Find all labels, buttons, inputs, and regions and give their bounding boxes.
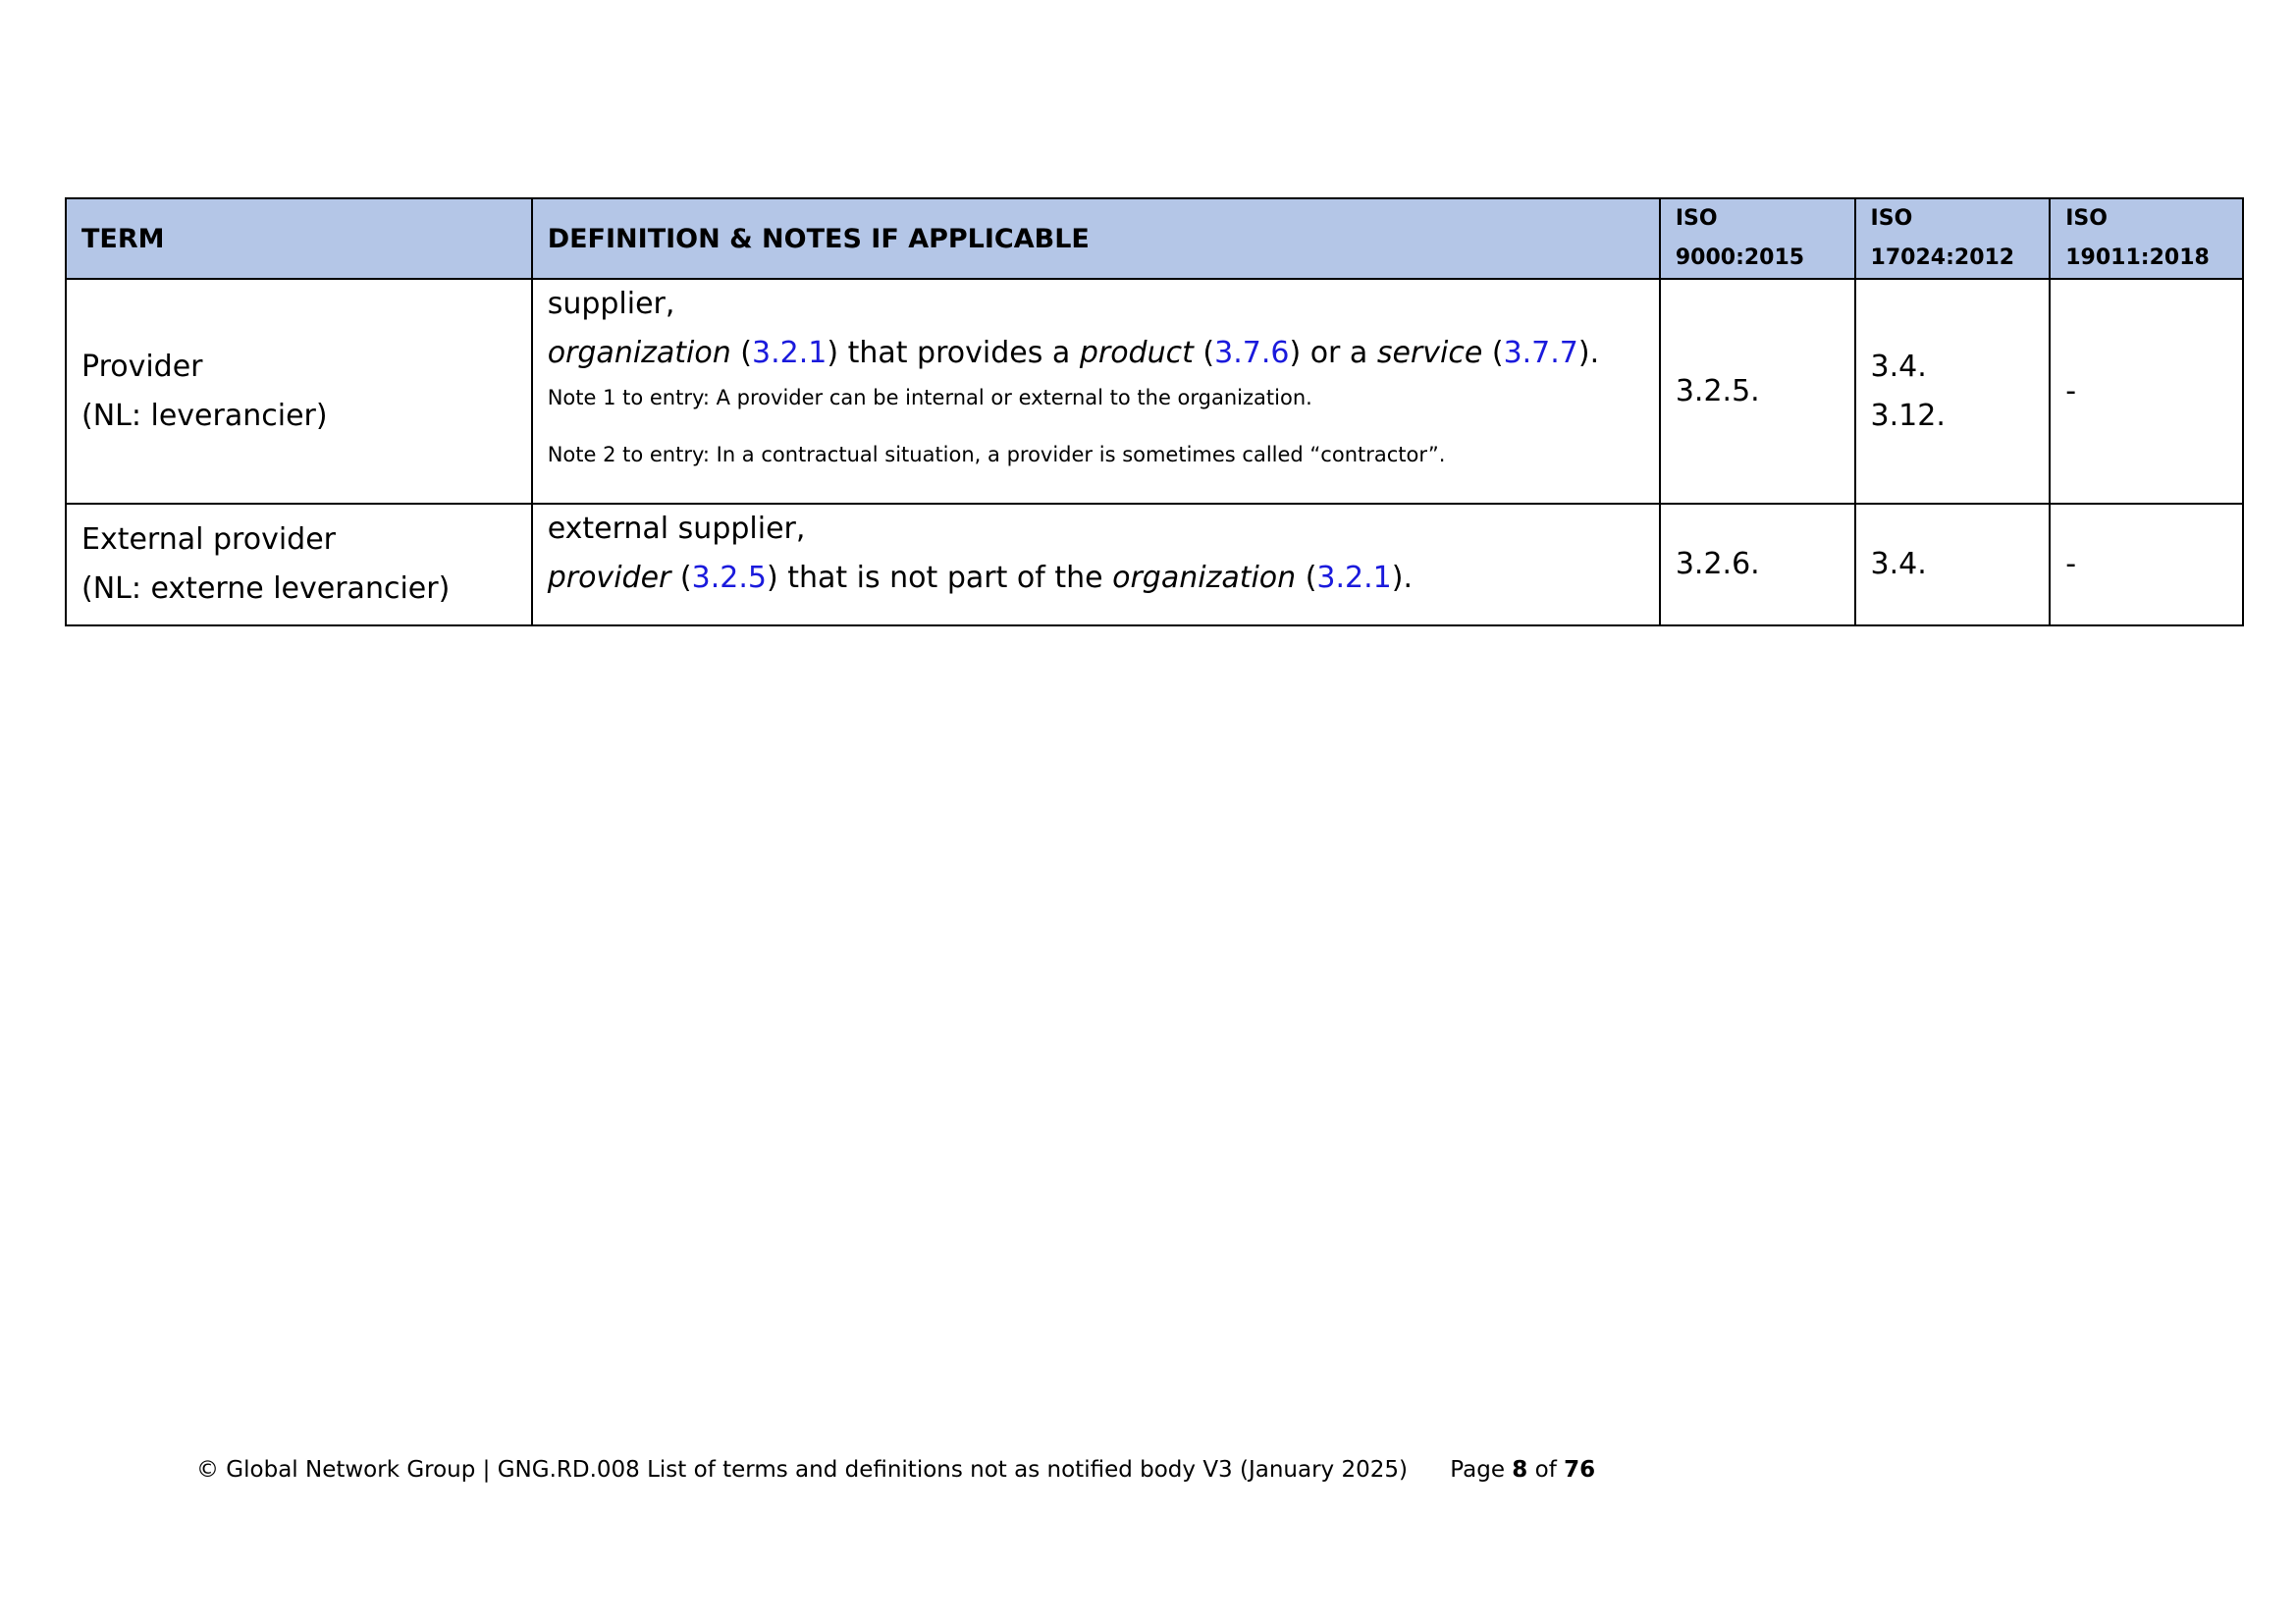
header-iso-9000-line1: ISO xyxy=(1675,206,1718,231)
cross-reference-link[interactable]: 3.2.1 xyxy=(752,336,828,370)
page-footer xyxy=(196,1457,1595,1483)
page-label: Page xyxy=(1450,1457,1505,1483)
term-ref: organization xyxy=(547,336,731,370)
terms-table xyxy=(65,197,2244,626)
table-header-row xyxy=(66,198,2243,279)
iso-9000-ref: 3.2.5. xyxy=(1660,279,1855,504)
header-term: TERM xyxy=(66,198,532,279)
definition-fragment: ) that provides a xyxy=(827,336,1080,370)
table-row xyxy=(66,504,2243,625)
iso-19011-ref: - xyxy=(2050,504,2243,625)
term-cell xyxy=(66,504,532,625)
term-name: External provider xyxy=(81,522,336,557)
term-cell xyxy=(66,279,532,504)
note-1: Note 1 to entry: A provider can be internal or external to the organization. xyxy=(547,386,1312,409)
iso-17024-ref-1: 3.4. xyxy=(1870,547,1927,581)
definition-cell xyxy=(532,504,1660,625)
definition-text xyxy=(548,329,1644,378)
iso-17024-ref-1: 3.4. xyxy=(1870,349,1927,384)
table-row xyxy=(66,279,2243,504)
footer-copyright: © Global Network Group | GNG.RD.008 List of terms and definitions not as notified body V3 (January 2025) xyxy=(196,1457,1408,1483)
iso-19011-ref: - xyxy=(2050,279,2243,504)
page-of: of xyxy=(1534,1457,1557,1483)
header-definition: DEFINITION & NOTES IF APPLICABLE xyxy=(532,198,1660,279)
definition-fragment: ). xyxy=(1577,336,1600,370)
page-current: 8 xyxy=(1512,1457,1528,1483)
definition-fragment: ) that is not part of the xyxy=(766,561,1113,595)
definition-cell xyxy=(532,279,1660,504)
iso-17024-ref-2: 3.12. xyxy=(1870,398,1946,433)
definition-text xyxy=(548,554,1644,603)
definition-fragment: ( xyxy=(1482,336,1504,370)
header-iso-9000 xyxy=(1660,198,1855,279)
note-2: Note 2 to entry: In a contractual situation, a provider is sometimes called “contractor”. xyxy=(547,443,1446,466)
cross-reference-link[interactable]: 3.7.7 xyxy=(1503,336,1578,370)
iso-9000-ref: 3.2.6. xyxy=(1660,504,1855,625)
definition-fragment: ( xyxy=(1296,561,1317,595)
iso-17024-ref xyxy=(1855,279,2051,504)
definition-fragment: ). xyxy=(1391,561,1414,595)
definition-fragment: ( xyxy=(730,336,753,370)
cross-reference-link[interactable]: 3.7.6 xyxy=(1214,336,1290,370)
definition-synonym: external supplier, xyxy=(547,512,806,546)
header-iso-17024 xyxy=(1855,198,2051,279)
definition-fragment: ) or a xyxy=(1289,336,1377,370)
header-iso-17024-line2: 17024:2012 xyxy=(1870,245,2015,270)
page-number xyxy=(1450,1457,1595,1483)
term-dutch: (NL: leverancier) xyxy=(81,398,328,433)
cross-reference-link[interactable]: 3.2.5 xyxy=(691,561,767,595)
cross-reference-link[interactable]: 3.2.1 xyxy=(1316,561,1392,595)
header-iso-17024-line1: ISO xyxy=(1870,206,1913,231)
header-iso-19011-line1: ISO xyxy=(2065,206,2108,231)
definition-fragment: ( xyxy=(1193,336,1215,370)
term-name: Provider xyxy=(81,349,203,384)
term-ref: service xyxy=(1376,336,1483,370)
definition-synonym: supplier, xyxy=(547,287,675,321)
page-total: 76 xyxy=(1564,1457,1596,1483)
term-ref: provider xyxy=(547,561,671,595)
definition-fragment: ( xyxy=(670,561,692,595)
term-ref: organization xyxy=(1112,561,1297,595)
term-dutch: (NL: externe leverancier) xyxy=(81,571,451,606)
term-ref: product xyxy=(1079,336,1194,370)
header-iso-19011 xyxy=(2050,198,2243,279)
header-iso-19011-line2: 19011:2018 xyxy=(2065,245,2210,270)
header-iso-9000-line2: 9000:2015 xyxy=(1675,245,1805,270)
iso-17024-ref xyxy=(1855,504,2051,625)
